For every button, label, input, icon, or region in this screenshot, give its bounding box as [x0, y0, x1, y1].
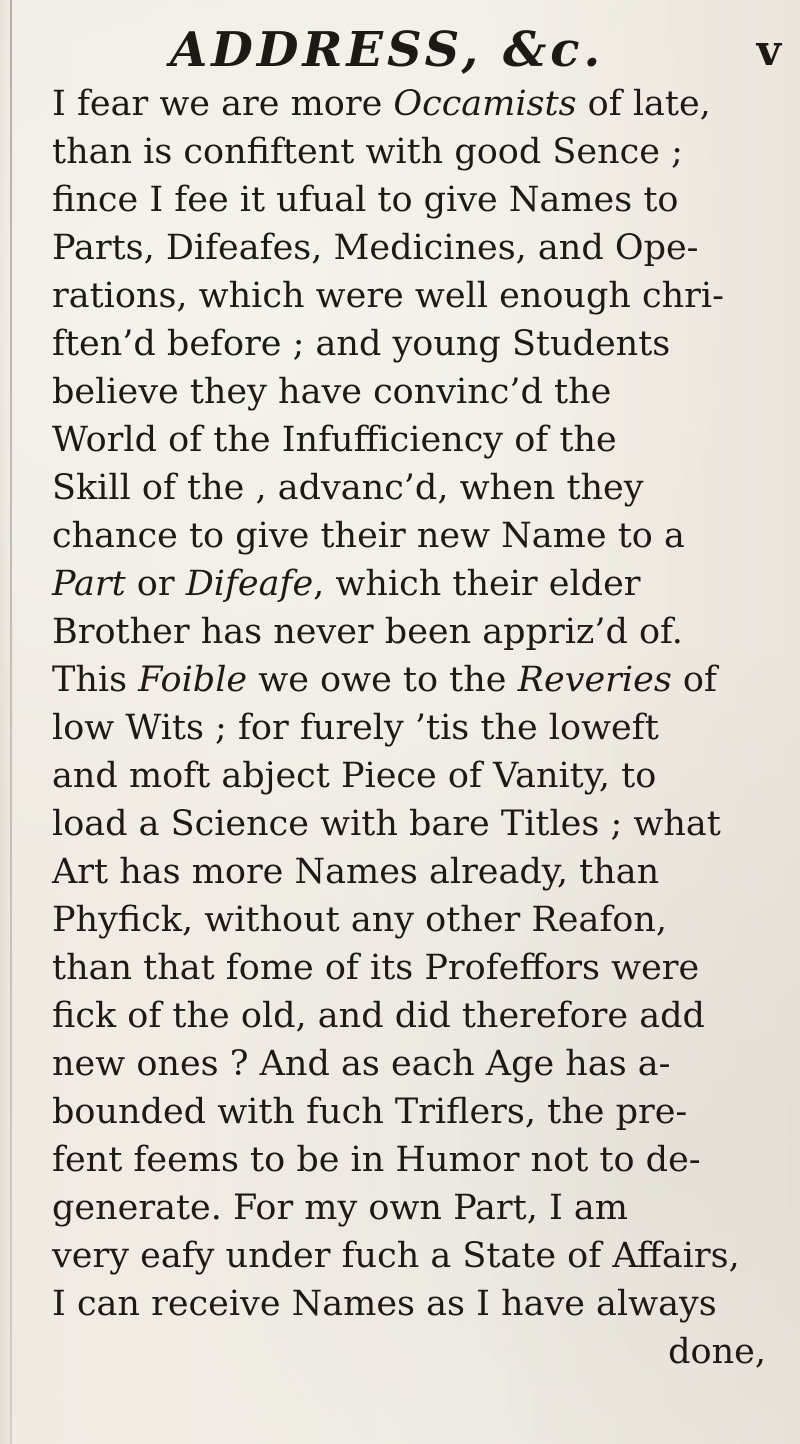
text-line-25: very eafy under fuch a State of Affairs, [52, 1236, 740, 1276]
text-line-5: rations, which were well enough chri- [52, 276, 724, 316]
emphasis-occamists: Occamists [393, 84, 577, 124]
text-line-13: This Foible we owe to the Reveries of [52, 660, 717, 700]
binding-edge [10, 0, 12, 1444]
catchword: done, [668, 1332, 766, 1372]
page-header [170, 22, 785, 82]
emphasis-foible: Foible [138, 660, 248, 700]
text-line-3: fince I fee it ufual to give Names to [52, 180, 679, 220]
text-line-14: low Wits ; for furely ’tis the loweft [52, 708, 659, 748]
text-line-6: ften’d before ; and young Students [52, 324, 671, 364]
text-line-2: than is confiftent with good Sence ; [52, 132, 683, 172]
text-line-21: new ones ? And as each Age has a- [52, 1044, 671, 1084]
text-line-10: chance to give their new Name to a [52, 516, 685, 556]
running-title: ADDRESS, &c. [170, 22, 605, 78]
text-line-26: I can receive Names as I have always [52, 1284, 717, 1324]
text-line-19: than that fome of its Profeffors were [52, 948, 700, 988]
text-line-24: generate. For my own Part, I am [52, 1188, 628, 1228]
page-number: v [756, 26, 781, 75]
text-line-20: fick of the old, and did therefore add [52, 996, 705, 1036]
text-line-1: I fear we are more Occamists of late, [52, 84, 711, 124]
text-line-15: and moft abject Piece of Vanity, to [52, 756, 657, 796]
text-line-12: Brother has never been appriz’d of. [52, 612, 683, 652]
text-line-16: load a Science with bare Titles ; what [52, 804, 721, 844]
text-line-4: Parts, Difeafes, Medicines, and Ope- [52, 228, 699, 268]
text-line-18: Phyfick, without any other Reafon, [52, 900, 668, 940]
body-text [52, 80, 782, 1376]
emphasis-reveries: Reveries [517, 660, 672, 700]
text-line-22: bounded with fuch Triflers, the pre- [52, 1092, 688, 1132]
text-line-23: fent feems to be in Humor not to de- [52, 1140, 701, 1180]
text-line-11: Part or Difeafe, which their elder [52, 564, 641, 604]
text-line-17: Art has more Names already, than [52, 852, 660, 892]
emphasis-part: Part [52, 564, 126, 604]
text-line-9: Skill of the , advanc’d, when they [52, 468, 644, 508]
text-line-8: World of the Infufficiency of the [52, 420, 617, 460]
text-line-7: believe they have convinc’d the [52, 372, 612, 412]
emphasis-difeafe: Difeafe [185, 564, 314, 604]
